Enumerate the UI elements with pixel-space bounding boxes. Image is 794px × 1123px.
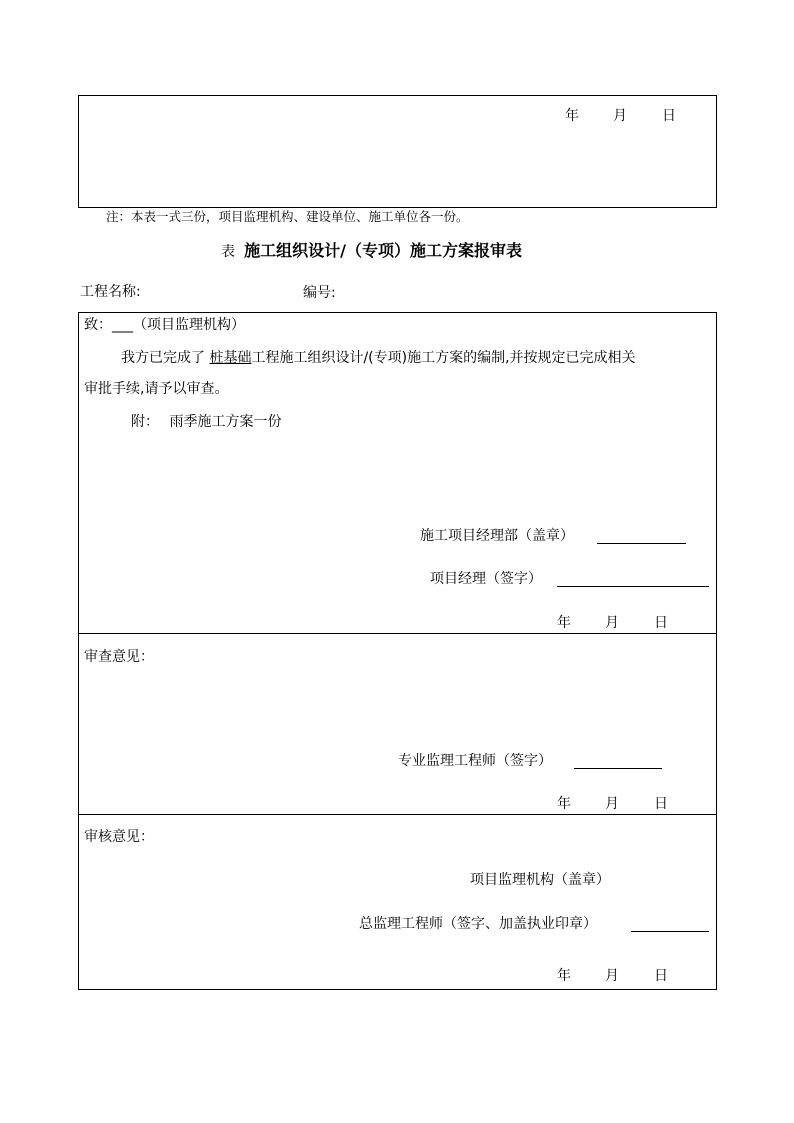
manager-sign-label: 项目经理（签字） bbox=[430, 571, 542, 587]
number-label: 编号: bbox=[303, 285, 336, 301]
addressee-blank: ___ bbox=[112, 317, 133, 333]
year-label: 年 bbox=[565, 108, 579, 124]
addressee-org: （项目监理机构） bbox=[133, 317, 245, 333]
submission-body-line1 bbox=[121, 349, 636, 367]
day-label: 日 bbox=[662, 108, 676, 124]
section-divider-1 bbox=[78, 633, 717, 634]
project-type-fill: 桩基础 bbox=[209, 350, 252, 366]
month-label: 月 bbox=[605, 968, 619, 984]
dept-seal-blank bbox=[597, 543, 686, 544]
to-label: 致： bbox=[84, 317, 112, 333]
manager-sign-blank bbox=[557, 586, 709, 587]
chief-engineer-sign-label: 总监理工程师（签字、加盖执业印章） bbox=[359, 916, 597, 932]
addressee-line bbox=[84, 316, 245, 334]
chief-engineer-sign-blank bbox=[631, 931, 709, 932]
year-label: 年 bbox=[557, 615, 571, 631]
submission-body-line2: 审批手续,请予以审查。 bbox=[84, 381, 229, 397]
attach-label: 附： bbox=[131, 414, 159, 430]
engineer-sign-label: 专业监理工程师（签字） bbox=[398, 753, 552, 769]
day-label: 日 bbox=[654, 796, 668, 812]
form-title bbox=[221, 241, 522, 262]
month-label: 月 bbox=[605, 796, 619, 812]
form-note: 注：本表一式三份，项目监理机构、建设单位、施工单位各一份。 bbox=[106, 209, 469, 224]
audit-opinion-label: 审核意见： bbox=[84, 829, 154, 845]
engineer-sign-blank bbox=[574, 768, 662, 769]
year-label: 年 bbox=[557, 968, 571, 984]
supervision-org-seal-label: 项目监理机构（盖章） bbox=[470, 872, 610, 888]
month-label: 月 bbox=[605, 615, 619, 631]
day-label: 日 bbox=[654, 615, 668, 631]
review-opinion-label: 审查意见： bbox=[84, 649, 154, 665]
title-prefix: 表 bbox=[221, 244, 235, 260]
month-label: 月 bbox=[613, 108, 627, 124]
day-label: 日 bbox=[654, 968, 668, 984]
body-part1: 我方已完成了 bbox=[121, 350, 205, 366]
year-label: 年 bbox=[557, 796, 571, 812]
body-part2: 工程施工组织设计/(专项)施工方案的编制,并按规定已完成相关 bbox=[251, 350, 636, 366]
attachment-line bbox=[131, 413, 281, 431]
attach-value: 雨季施工方案一份 bbox=[169, 414, 282, 430]
dept-seal-label: 施工项目经理部（盖章） bbox=[420, 528, 574, 544]
project-name-label: 工程名称: bbox=[80, 284, 141, 300]
title-text: 施工组织设计/（专项）施工方案报审表 bbox=[244, 241, 522, 260]
section-divider-2 bbox=[78, 814, 717, 815]
